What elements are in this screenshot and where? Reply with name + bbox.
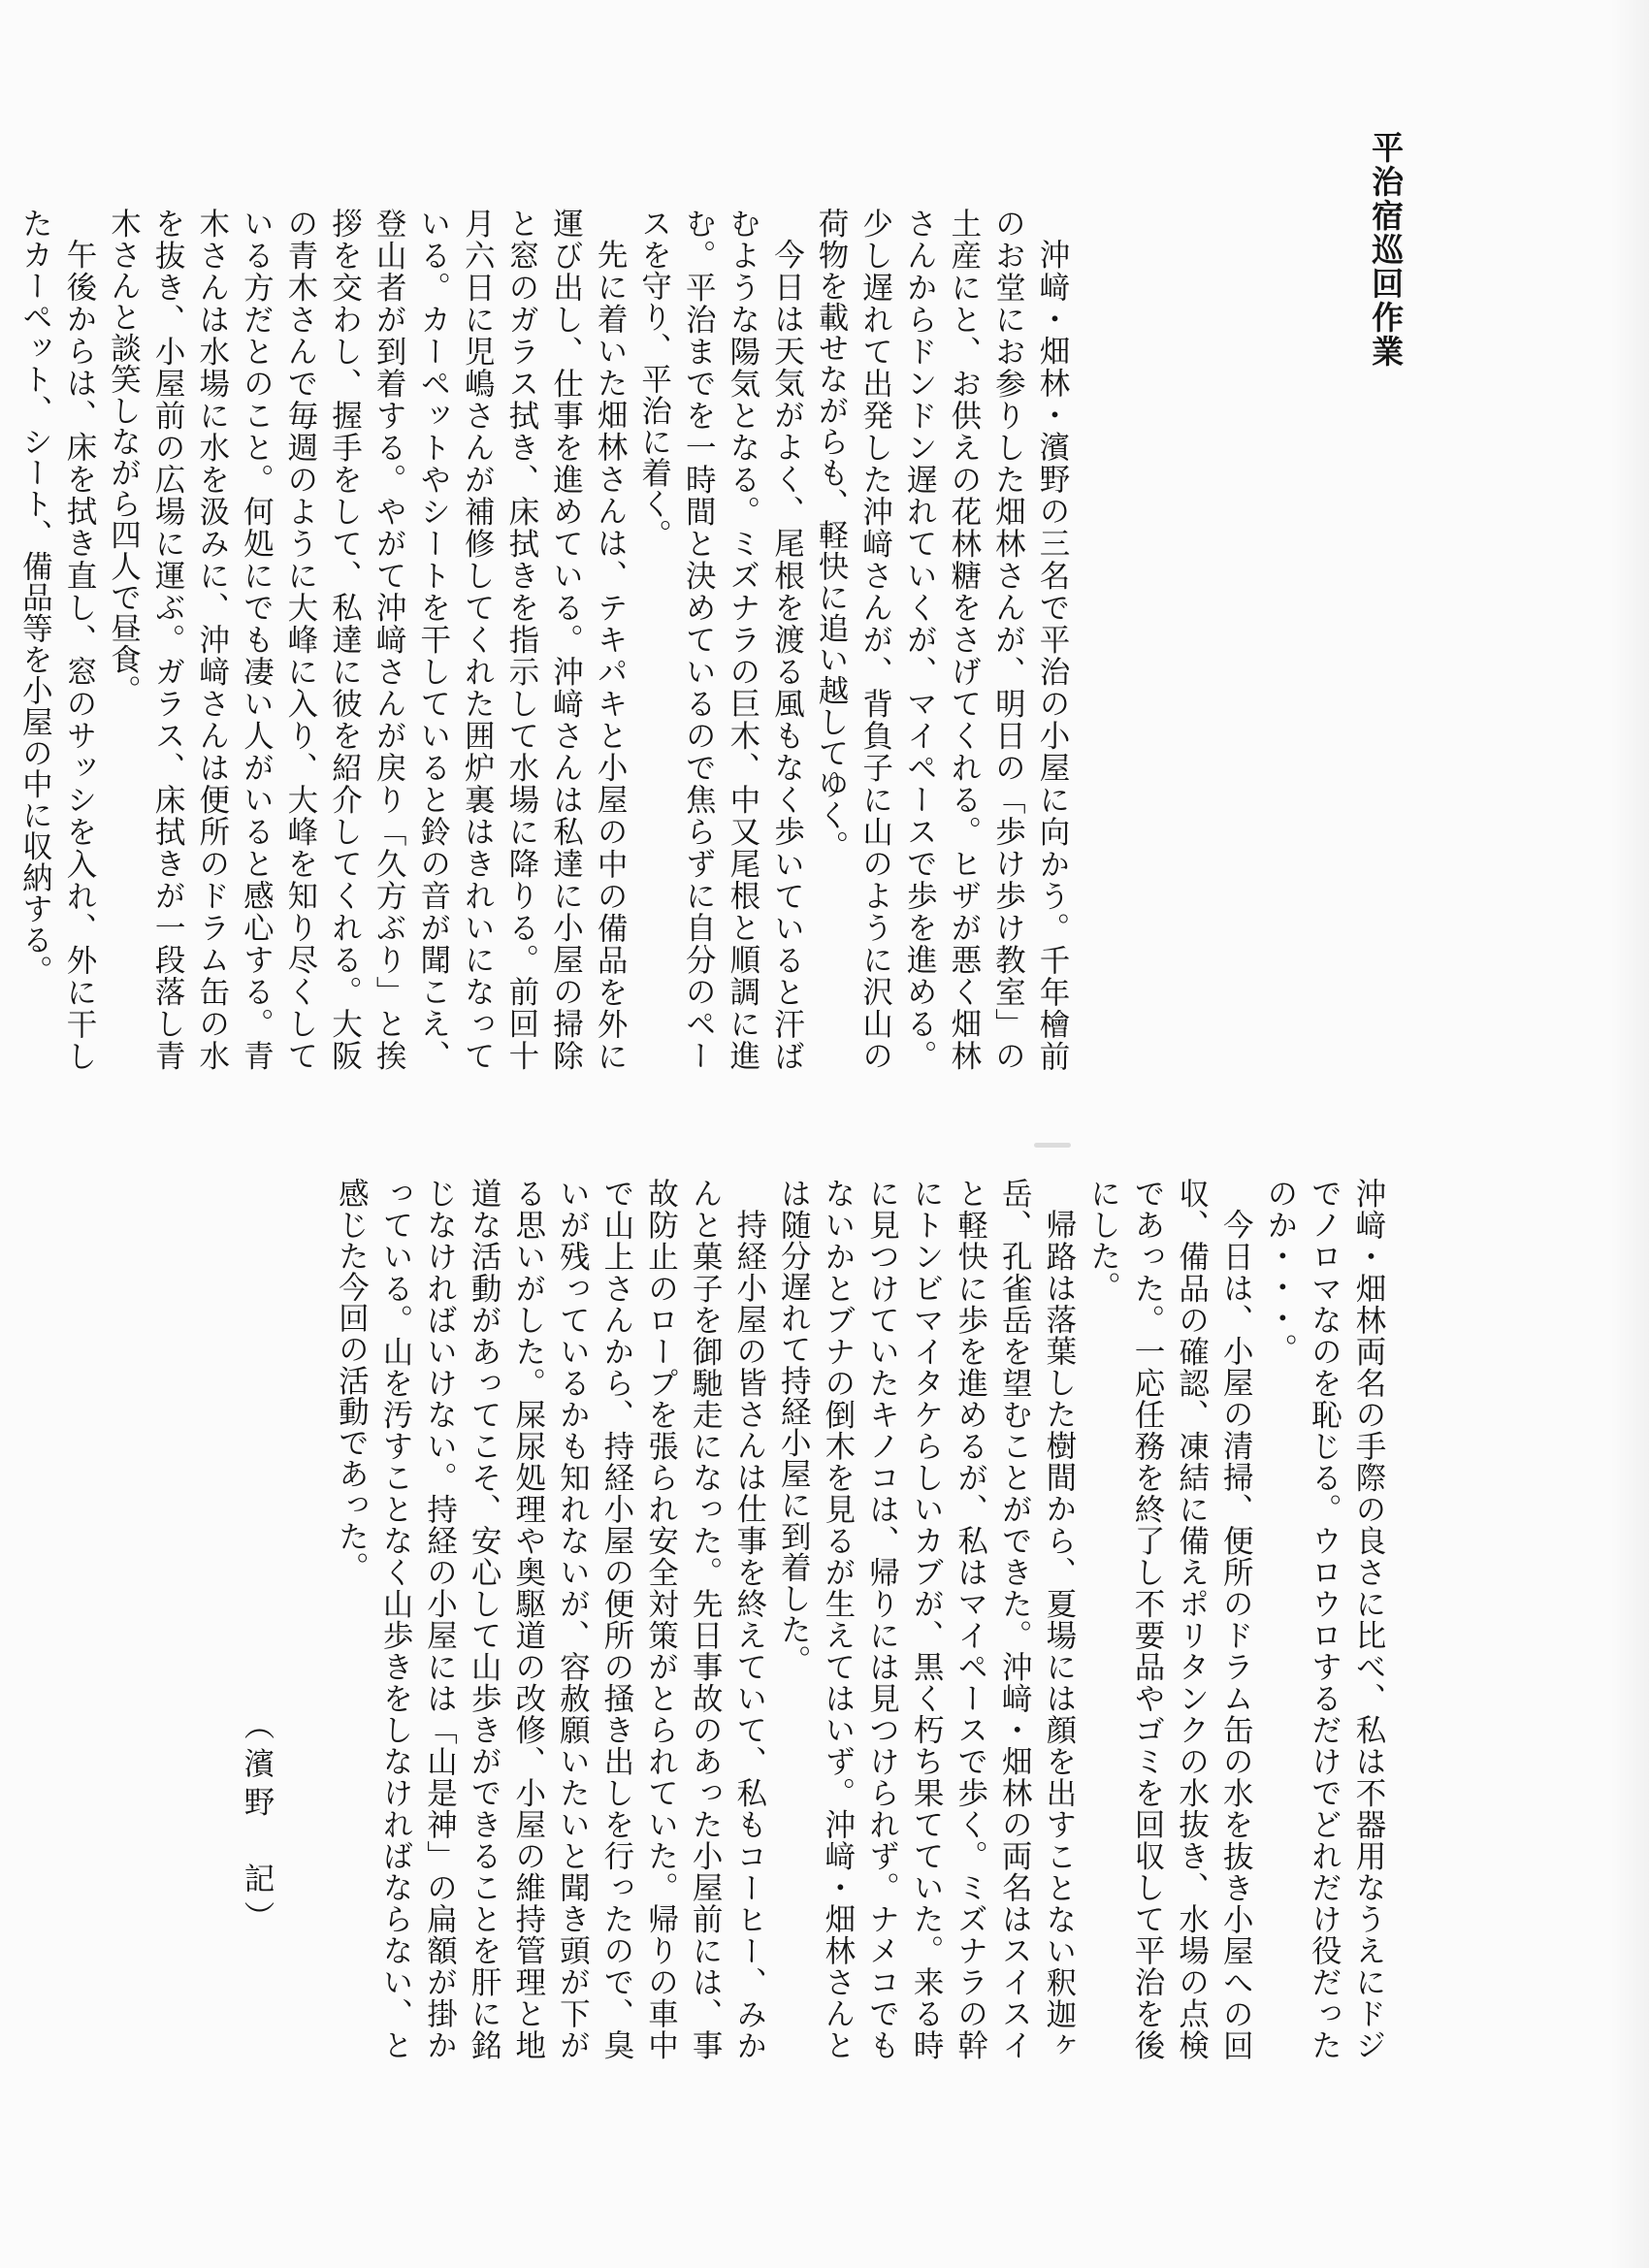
paragraph: 沖﨑・畑林・濱野の三名で平治の小屋に向かう。千年檜前のお堂にお参りした畑林さんが、明日の「歩け歩け教室」の土産にと、お供えの花林糖をさげてくれる。ヒザが悪く畑林さんからドンドン遅れていくが、マイペースで歩を進める。少し遅れて出発した沖﨑さんが、背負子に山のように沢山の荷物を載せながらも、軽快に追い越してゆく。 — [814, 208, 1070, 1071]
author-signature: （濱野 記） — [240, 1709, 275, 1939]
paragraph: 先に着いた畑林さんは、テキパキと小屋の中の備品を外に運び出し、仕事を進めている。沖﨑さんは私達に小屋の掃除と窓のガラス拭き、床拭きを指示して水場に降りる。前回十月六日に児嶋さんが補修してくれた囲炉裏はきれいになっている。カーペットやシートを干していると鈴の音が聞こえ、登山者が到着する。やがて沖﨑さんが戻り「久方ぶり」と挨拶を交わし、握手をして、私達に彼を紹介してくれる。大阪の青木さんで毎週のように大峰に入り、大峰を知り尽くしている方だとのこと。何処にでも凄い人がいると感心する。青木さんは水場に水を汲みに、沖﨑さんは便所のドラム缶の水を抜き、小屋前の広場に運ぶ。ガラス、床拭きが一段落し青木さんと談笑しながら四人で昼食。 — [106, 208, 629, 1071]
article-body-bottom — [213, 1178, 1390, 2060]
article-title: 平治宿巡回作業 — [1367, 131, 1406, 369]
paragraph: 今日は天気がよく、尾根を渡る風もなく歩いていると汗ばむような陽気となる。ミズナラの巨木、中又尾根と順調に進む。平治までを一時間と決めているので焦らずに自分のペースを守り、平治に着く。 — [636, 208, 805, 1071]
article-body-top — [17, 208, 1074, 1071]
scan-smudge — [1034, 1143, 1071, 1148]
paragraph: 持経小屋の皆さんは仕事を終えていて、私もコーヒー、みかんと菓子を御馳走になった。先日事故のあった小屋前には、事故防止のロープを張られ安全対策がとられていた。帰りの車中で山上さんから、持経小屋の便所の掻き出しを行ったので、臭いが残っているかも知れないが、容赦願いたいと聞き頭が下がる思いがした。屎尿処理や奥駆道の改修、小屋の維持管理と地道な活動があってこそ、安心して山歩きができることを肝に銘じなければいけない。持経の小屋には「山是神」の扁額が掛かっている。山を汚すことなく山歩きをしなければならない、と感じた今回の活動であった。 — [334, 1178, 767, 2060]
paragraph: 今日は、小屋の清掃、便所のドラム缶の水を抜き小屋への回収、備品の確認、凍結に備えポリタンクの水抜き、水場の点検であった。一応任務を終了し不要品やゴミを回収して平治を後にした。 — [1085, 1178, 1254, 2060]
paragraph: 午後からは、床を拭き直し、窓のサッシを入れ、外に干したカーペット、シート、備品等を小屋の中に収納する。 — [17, 208, 97, 1071]
paragraph: 沖﨑・畑林両名の手際の良さに比べ、私は不器用なうえにドジでノロマなのを恥じる。ウロウロするだけでどれだけ役だったのか・・・。 — [1262, 1178, 1386, 2060]
page-edge-shadow — [1610, 0, 1649, 2268]
paragraph: 帰路は落葉した樹間から、夏場には顔を出すことない釈迦ヶ岳、孔雀岳を望むことができた。沖﨑・畑林の両名はスイスイと軽快に歩を進めるが、私はマイペースで歩く。ミズナラの幹にトンビマイタケらしいカブが、黒く朽ち果てていた。来る時に見つけていたキノコは、帰りには見つけられず。ナメコでもないかとブナの倒木を見るが生えてはいず。沖﨑・畑林さんとは随分遅れて持経小屋に到着した。 — [776, 1178, 1077, 2060]
